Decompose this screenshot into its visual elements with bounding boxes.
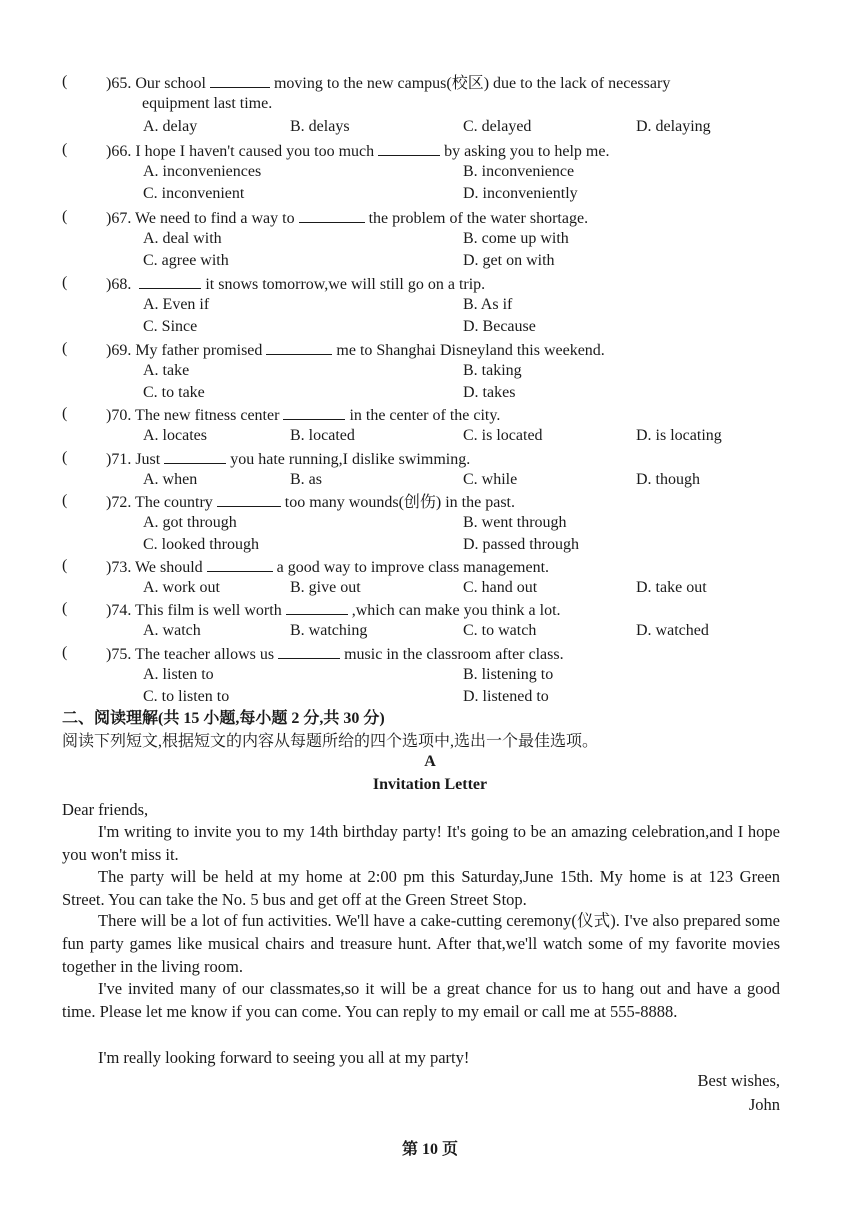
option-a: A. deal with xyxy=(143,230,222,247)
answer-bracket: ( xyxy=(62,492,68,509)
letter-paragraph: There will be a lot of fun activities. We'll have a cake-cutting ceremony(仪式). I've also prepared some fun party games like musical chairs and treasure hunt. After that,we'll watch some of my favorite movies together in the living room. xyxy=(62,911,780,976)
answer-bracket: ( xyxy=(62,644,68,661)
option-c: C. looked through xyxy=(143,536,259,553)
option-d: D. though xyxy=(636,471,700,488)
answer-bracket: ( xyxy=(62,141,68,158)
option-a: A. delay xyxy=(143,118,198,135)
option-d: D. takes xyxy=(463,384,516,401)
passage-label: A xyxy=(424,753,436,770)
option-c: C. to listen to xyxy=(143,688,230,705)
question-stem: )67. We need to find a way to the problem of the water shortage. xyxy=(106,206,588,230)
answer-bracket: ( xyxy=(62,73,68,90)
option-d: D. passed through xyxy=(463,536,579,553)
option-c: C. delayed xyxy=(463,118,532,135)
answer-bracket: ( xyxy=(62,600,68,617)
option-b: B. inconvenience xyxy=(463,163,575,180)
option-a: A. Even if xyxy=(143,296,210,313)
option-d: D. take out xyxy=(636,579,707,596)
question-stem: )72. The country too many wounds(创伤) in the past. xyxy=(106,490,515,514)
option-c: C. inconvenient xyxy=(143,185,245,202)
question-stem: )68. it snows tomorrow,we will still go on a trip. xyxy=(106,272,485,296)
answer-blank xyxy=(207,555,273,572)
option-a: A. watch xyxy=(143,622,201,639)
answer-blank xyxy=(139,272,201,289)
answer-blank xyxy=(266,338,332,355)
option-d: D. get on with xyxy=(463,252,555,269)
answer-blank xyxy=(217,490,281,507)
letter-paragraph: The party will be held at my home at 2:00 pm this Saturday,June 15th. My home is at 123 Green Street. You can take the No. 5 bus and get off at the Green Street Stop. xyxy=(62,867,780,909)
question-stem: )75. The teacher allows us music in the classroom after class. xyxy=(106,642,564,666)
option-d: D. listened to xyxy=(463,688,549,705)
answer-bracket: ( xyxy=(62,449,68,466)
section-heading: 二、阅读理解(共 15 小题,每小题 2 分,共 30 分) xyxy=(62,710,385,727)
option-d: D. is locating xyxy=(636,427,722,444)
option-b: B. taking xyxy=(463,362,522,379)
page-number: 第 10 页 xyxy=(401,1141,458,1158)
option-a: A. got through xyxy=(143,514,237,531)
answer-bracket: ( xyxy=(62,405,68,422)
option-b: B. watching xyxy=(290,622,368,639)
option-a: A. take xyxy=(143,362,190,379)
answer-blank xyxy=(283,403,345,420)
option-c: C. to take xyxy=(143,384,205,401)
question-stem: )74. This film is well worth ,which can make you think a lot. xyxy=(106,598,561,622)
option-d: D. watched xyxy=(636,622,709,639)
question-stem: )66. I hope I haven't caused you too much by asking you to help me. xyxy=(106,139,609,163)
letter-signature: John xyxy=(748,1095,780,1114)
option-b: B. delays xyxy=(290,118,350,135)
answer-blank xyxy=(164,447,226,464)
option-c: C. is located xyxy=(463,427,543,444)
option-a: A. work out xyxy=(143,579,220,596)
option-c: C. hand out xyxy=(463,579,538,596)
letter-paragraph: I'm writing to invite you to my 14th birthday party! It's going to be an amazing celebration,and I hope you won't miss it. xyxy=(62,822,780,864)
letter-closing: Best wishes, xyxy=(697,1071,780,1090)
answer-bracket: ( xyxy=(62,340,68,357)
option-b: B. come up with xyxy=(463,230,569,247)
option-b: B. as xyxy=(290,471,322,488)
option-a: A. inconveniences xyxy=(143,163,262,180)
option-a: A. when xyxy=(143,471,198,488)
option-b: B. went through xyxy=(463,514,567,531)
option-c: C. Since xyxy=(143,318,198,335)
answer-blank xyxy=(378,139,440,156)
option-a: A. listen to xyxy=(143,666,214,683)
question-stem: )69. My father promised me to Shanghai Disneyland this weekend. xyxy=(106,338,605,362)
letter-salutation: Dear friends, xyxy=(62,800,149,819)
option-a: A. locates xyxy=(143,427,207,444)
answer-blank xyxy=(299,206,365,223)
option-c: C. while xyxy=(463,471,518,488)
option-b: B. give out xyxy=(290,579,361,596)
answer-bracket: ( xyxy=(62,557,68,574)
option-b: B. located xyxy=(290,427,355,444)
option-d: D. delaying xyxy=(636,118,711,135)
question-stem: )73. We should a good way to improve class management. xyxy=(106,555,549,579)
letter-paragraph: I've invited many of our classmates,so it will be a great chance for us to hang out and have a good time. Please let me know if you can come. You can reply to my email or call me at 555-8888. xyxy=(62,979,780,1021)
letter-paragraph: I'm really looking forward to seeing you all at my party! xyxy=(98,1048,470,1067)
option-c: C. agree with xyxy=(143,252,229,269)
option-b: B. listening to xyxy=(463,666,554,683)
answer-bracket: ( xyxy=(62,274,68,291)
question-stem-continued: equipment last time. xyxy=(142,95,273,112)
answer-blank xyxy=(278,642,340,659)
answer-bracket: ( xyxy=(62,208,68,225)
option-b: B. As if xyxy=(463,296,513,313)
question-stem: )65. Our school moving to the new campus(校区) due to the lack of necessary xyxy=(106,71,670,95)
answer-blank xyxy=(210,71,270,88)
question-stem: )70. The new fitness center in the center of the city. xyxy=(106,403,500,427)
passage-title: Invitation Letter xyxy=(372,776,488,793)
question-stem: )71. Just you hate running,I dislike swimming. xyxy=(106,447,470,471)
option-d: D. inconveniently xyxy=(463,185,578,202)
answer-blank xyxy=(286,598,348,615)
option-d: D. Because xyxy=(463,318,536,335)
section-instruction: 阅读下列短文,根据短文的内容从每题所给的四个选项中,选出一个最佳选项。 xyxy=(62,733,599,750)
option-c: C. to watch xyxy=(463,622,537,639)
